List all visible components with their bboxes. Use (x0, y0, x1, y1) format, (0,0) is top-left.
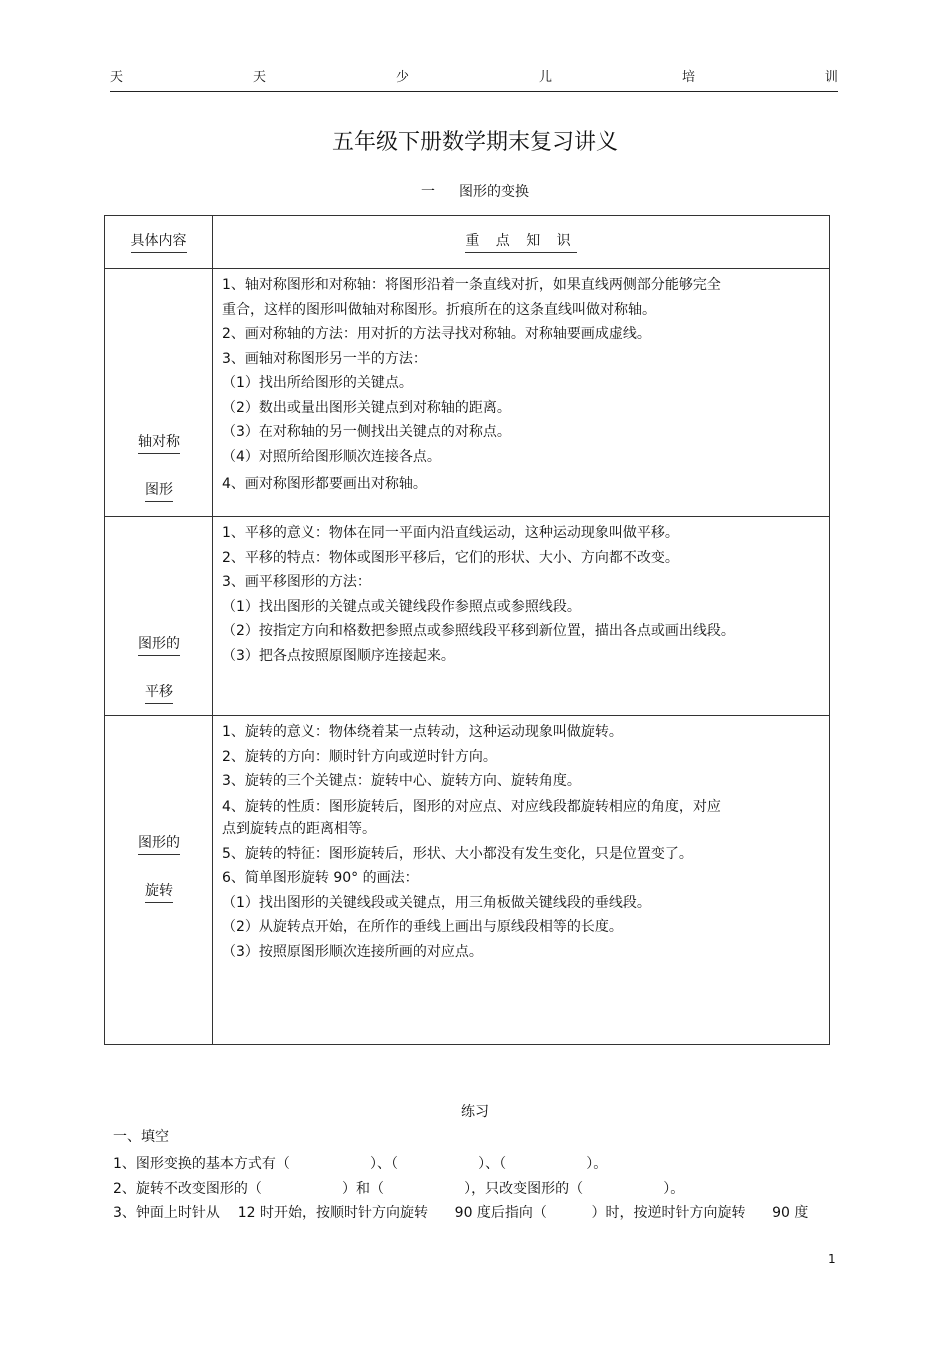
category-label: 轴对称 (138, 433, 180, 454)
table-row (105, 716, 830, 1045)
category-label: 平移 (145, 683, 173, 704)
category-label: 旋转 (145, 882, 173, 903)
knowledge-line: （2）按指定方向和格数把参照点或参照线段平移到新位置，描出各点或画出线段。 (222, 623, 735, 639)
knowledge-line: （3）在对称轴的另一侧找出关键点的对称点。 (222, 424, 511, 440)
knowledge-line: 1、平移的意义：物体在同一平面内沿直线运动，这种运动现象叫做平移。 (222, 525, 679, 541)
knowledge-line: 6、简单图形旋转 90° 的画法： (222, 870, 419, 886)
knowledge-line: 4、画对称图形都要画出对称轴。 (222, 476, 427, 492)
table-row (105, 269, 830, 517)
knowledge-line: （2）从旋转点开始，在所作的垂线上画出与原线段相等的长度。 (222, 919, 623, 935)
knowledge-line: 2、平移的特点：物体或图形平移后，它们的形状、大小、方向都不改变。 (222, 549, 679, 566)
knowledge-line: 点到旋转点的距离相等。 (222, 820, 376, 837)
table-header-row (105, 216, 830, 269)
header-char: 培 (681, 70, 695, 85)
knowledge-line: 3、旋转的三个关键点：旋转中心、旋转方向、旋转角度。 (222, 773, 581, 789)
header-char: 天 (252, 70, 266, 85)
knowledge-line: （3）把各点按照原图顺序连接起来。 (222, 647, 455, 664)
knowledge-line: （4）对照所给图形顺次连接各点。 (222, 448, 441, 465)
knowledge-line: 2、画对称轴的方法：用对折的方法寻找对称轴。对称轴要画成虚线。 (222, 326, 651, 342)
knowledge-cell (213, 269, 830, 517)
section-heading (0, 181, 950, 201)
question-2: 2、旋转不改变图形的（ ）和（ ），只改变图形的（ ）。 (113, 1181, 685, 1197)
practice-section: 一、填空 (113, 1129, 169, 1145)
header-char: 少 (395, 70, 409, 85)
question-3: 3、钟面上时针从 12 时开始，按顺时针方向旋转 90 度后指向（ ）时，按逆时针方向旋转 90 度 (113, 1205, 809, 1221)
knowledge-line: 1、旋转的意义：物体绕着某一点转动，这种运动现象叫做旋转。 (222, 724, 623, 740)
knowledge-line: 重合，这样的图形叫做轴对称图形。折痕所在的这条直线叫做对称轴。 (222, 301, 656, 318)
col2-header: 重 点 知 识 (465, 232, 576, 253)
header-char: 天 (110, 70, 124, 85)
table-row (105, 517, 830, 716)
running-header (110, 66, 838, 88)
question-1: 1、图形变换的基本方式有（ ）、（ ）、（ ）。 (113, 1156, 608, 1172)
category-cell (105, 269, 213, 517)
knowledge-line: （1）找出图形的关键点或关键线段作参照点或参照线段。 (222, 598, 581, 615)
knowledge-cell (213, 517, 830, 716)
knowledge-line: 3、画平移图形的方法： (222, 574, 371, 590)
knowledge-line: 2、旋转的方向：顺时针方向或逆时针方向。 (222, 748, 497, 765)
practice-title: 练习 (461, 1104, 489, 1120)
category-label: 图形的 (138, 635, 180, 656)
category-label: 图形 (145, 481, 173, 502)
category-cell (105, 517, 213, 716)
header-char: 儿 (538, 70, 552, 85)
category-label: 图形的 (138, 834, 180, 855)
knowledge-line: 5、旋转的特征：图形旋转后，形状、大小都没有发生变化，只是位置变了。 (222, 845, 693, 862)
header-rule (110, 91, 838, 92)
knowledge-line: 1、轴对称图形和对称轴：将图形沿着一条直线对折，如果直线两侧部分能够完全 (222, 277, 721, 293)
category-cell (105, 716, 213, 1045)
document-title: 五年级下册数学期末复习讲义 (331, 130, 618, 155)
col1-header: 具体内容 (131, 232, 187, 253)
section-title: 图形的变换 (459, 184, 529, 200)
knowledge-table (104, 215, 830, 1045)
col-header-cell (213, 216, 830, 269)
knowledge-line: （1）找出所给图形的关键点。 (222, 375, 413, 391)
section-number: 一 (421, 184, 435, 200)
knowledge-line: （2）数出或量出图形关键点到对称轴的距离。 (222, 399, 511, 416)
col-header-cell (105, 216, 213, 269)
header-char: 训 (824, 70, 838, 85)
knowledge-cell (213, 716, 830, 1045)
knowledge-line: （3）按照原图形顺次连接所画的对应点。 (222, 943, 483, 960)
knowledge-line: 4、旋转的性质：图形旋转后，图形的对应点、对应线段都旋转相应的角度，对应 (222, 798, 721, 815)
knowledge-line: （1）找出图形的关键线段或关键点，用三角板做关键线段的垂线段。 (222, 894, 651, 911)
page-number: 1 (828, 1252, 836, 1266)
knowledge-line: 3、画轴对称图形另一半的方法： (222, 350, 427, 367)
